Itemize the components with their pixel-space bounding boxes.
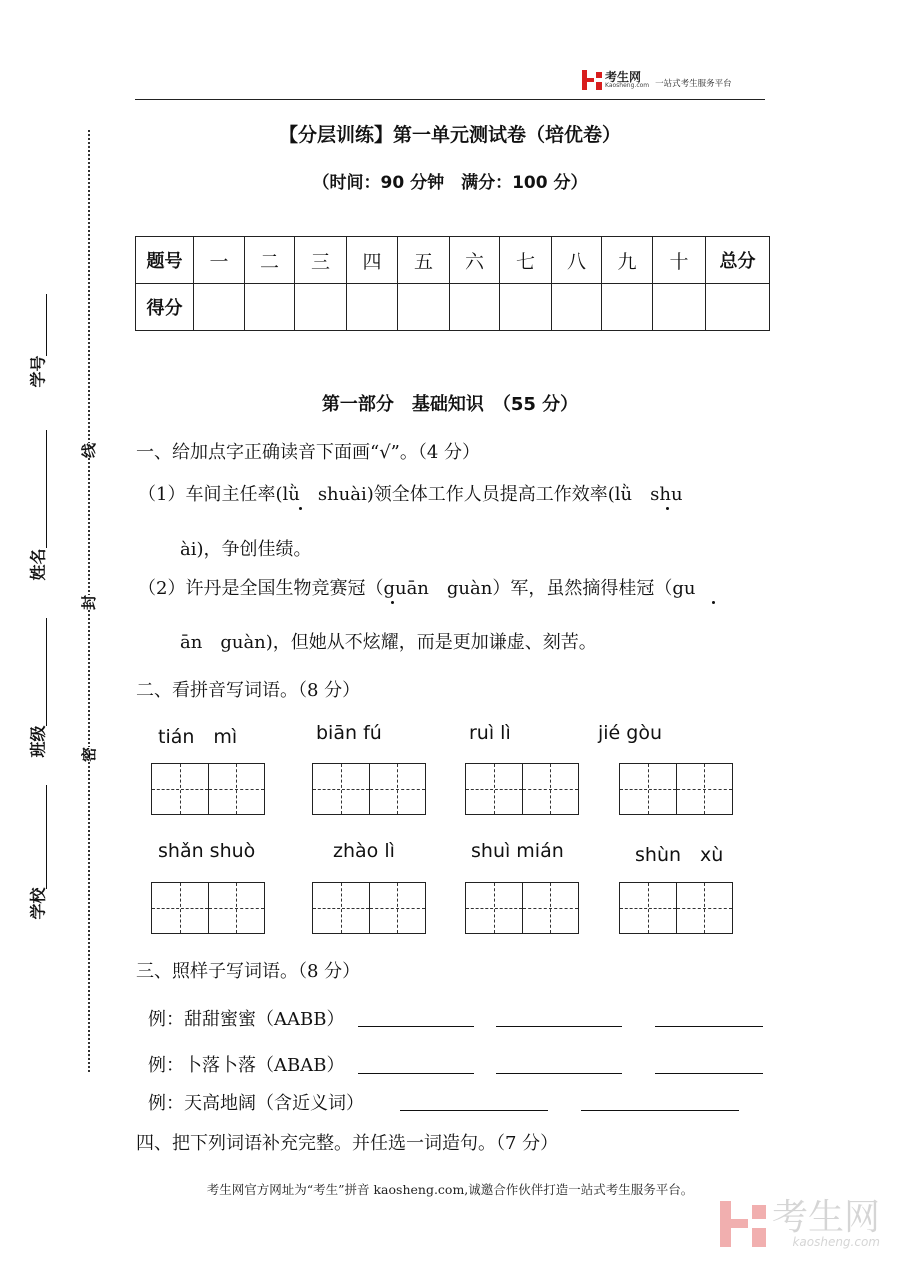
q2-heading: 二、看拼音写词语。（8 分） [136,680,361,701]
emphasis-dot [299,507,302,510]
q3-heading: 三、照样子写词语。（8 分） [136,961,361,982]
score-header-cell: 六 [450,237,500,284]
score-header-cell: 八 [552,237,602,284]
score-cell[interactable] [602,284,653,331]
emphasis-dot [391,601,394,604]
writing-grid[interactable] [465,763,579,815]
q1-line-3: （2）许丹是全国生物竞赛冠（guān guàn）军，虽然摘得桂冠（gu [138,578,696,599]
score-cell[interactable] [706,284,770,331]
answer-blank[interactable] [581,1110,739,1111]
score-table-score-row [136,284,770,331]
score-table-header-row [136,237,770,284]
q1-line-4: ān guàn)，但她从不炫耀，而是更加谦虚、刻苦。 [180,632,597,653]
page-title: 【分层训练】第一单元测试卷（培优卷） [278,124,621,146]
field-label-student-id: 学号 [28,355,48,388]
writing-grid[interactable] [312,763,426,815]
score-header-cell: 九 [602,237,653,284]
logo-icon [582,70,602,90]
score-cell[interactable] [295,284,347,331]
answer-blank[interactable] [358,1073,474,1074]
page-subtitle: （时间：90 分钟 满分：100 分） [312,173,588,193]
pinyin-label: shùn xù [635,844,724,866]
writing-grid[interactable] [151,763,265,815]
watermark-domain: kaosheng.com [792,1235,880,1249]
answer-blank[interactable] [358,1026,474,1027]
answer-blank[interactable] [655,1026,763,1027]
emphasis-dot [712,601,715,604]
pinyin-label: shǎn shuò [158,840,256,862]
seal-mark-secret: 密 [76,747,101,762]
part-one-title: 第一部分 基础知识 （55 分） [321,394,579,415]
answer-blank[interactable] [400,1110,548,1111]
answer-blank[interactable] [655,1073,763,1074]
pinyin-label: ruì lì [469,722,511,744]
field-blank-school[interactable] [46,785,47,889]
watermark [720,1197,880,1249]
field-blank-name[interactable] [46,430,47,548]
pinyin-label: tián mì [158,726,238,748]
q3-example-1: 例：甜甜蜜蜜（AABB） [148,1009,345,1030]
q1-line-1: （1）车间主任率(lǜ shuài)领全体工作人员提高工作效率(lǜ shu [138,484,683,505]
logo-domain: Kaosheng.com [605,82,650,89]
logo-text: 考生网 [605,70,642,84]
pinyin-label: shuì mián [471,840,564,862]
pinyin-label: biān fú [316,722,382,744]
header-logo [582,70,732,90]
field-blank-class[interactable] [46,618,47,726]
logo-slogan: 一站式考生服务平台 [655,79,732,89]
score-header-cell: 三 [295,237,347,284]
score-row-label: 得分 [136,284,194,331]
writing-grid[interactable] [312,882,426,934]
score-header-cell: 一 [194,237,245,284]
score-cell[interactable] [500,284,552,331]
header-rule [135,99,765,100]
score-header-cell: 总分 [706,237,770,284]
writing-grid[interactable] [151,882,265,934]
seal-mark-line: 线 [76,443,101,458]
footer-note: 考生网官方网址为“考生”拼音 kaosheng.com,诚邀合作伙伴打造一站式考生服务平台。 [206,1182,694,1197]
watermark-logo-icon [720,1201,766,1247]
score-header-cell: 题号 [136,237,194,284]
score-header-cell: 四 [347,237,398,284]
answer-blank[interactable] [496,1073,622,1074]
q1-heading: 一、给加点字正确读音下面画“√”。（4 分） [136,442,481,463]
score-header-cell: 七 [500,237,552,284]
watermark-text: 考生网 [771,1197,880,1238]
writing-grid[interactable] [465,882,579,934]
score-cell[interactable] [194,284,245,331]
field-label-school: 学校 [28,887,48,920]
seal-mark-seal: 封 [76,595,101,610]
score-cell[interactable] [347,284,398,331]
field-blank-student-id[interactable] [46,294,47,356]
field-label-class: 班级 [28,725,48,758]
score-header-cell: 二 [245,237,295,284]
writing-grid[interactable] [619,882,733,934]
score-cell[interactable] [450,284,500,331]
pinyin-label: zhào lì [333,840,395,862]
score-cell[interactable] [398,284,450,331]
q4-heading: 四、把下列词语补充完整。并任选一词造句。（7 分） [136,1133,559,1154]
score-table [135,236,770,331]
score-cell[interactable] [552,284,602,331]
pinyin-label: jié gòu [598,722,663,744]
q1-line-2: ài)，争创佳绩。 [180,539,312,560]
score-cell[interactable] [245,284,295,331]
score-header-cell: 五 [398,237,450,284]
writing-grid[interactable] [619,763,733,815]
field-label-name: 姓名 [28,548,48,581]
q3-example-3: 例：天高地阔（含近义词） [148,1093,364,1114]
q3-example-2: 例：卜落卜落（ABAB） [148,1055,345,1076]
answer-blank[interactable] [496,1026,622,1027]
emphasis-dot [666,507,669,510]
score-cell[interactable] [653,284,706,331]
score-header-cell: 十 [653,237,706,284]
